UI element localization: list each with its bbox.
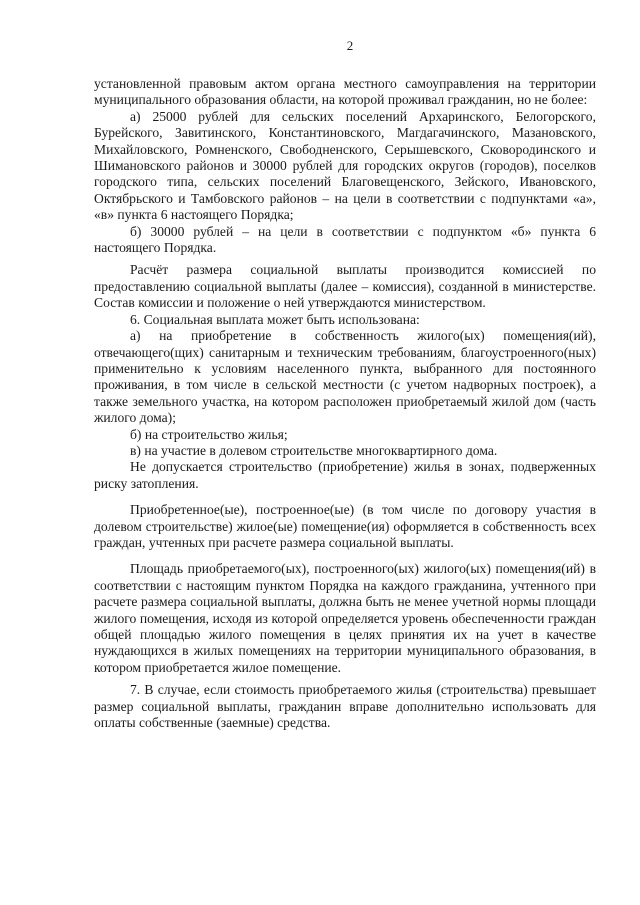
paragraph: Площадь приобретаемого(ых), построенного(ых) жилого(ых) помещения(ий) в соответствии с настоящим пунктом Порядка на каждого гражданина, учтенного при расчете размера социальной выплаты, должна быть не менее учетной нормы площади жилого помещения, исходя из которой определяется уровень обеспеченности граждан общей площадью жилого помещения в целях принятия их на учет в качестве нуждающихся в жилых помещениях на территории муниципального образования, в котором приобретается жилое помещение. <box>94 561 596 675</box>
paragraph: в) на участие в долевом строительстве многоквартирного дома. <box>130 442 498 458</box>
paragraph: Не допускается строительство (приобретение) жилья в зонах, подверженных риску затопления. <box>94 459 596 491</box>
paragraph: а) 25000 рублей для сельских поселений Архаринского, Белогорского, Бурейского, Завитинского, Константиновского, Магдагачинского, Мазановского, Михайловского, Ромненского, Свободненского, Серышевского, Сковородинского и Шимановского районов и 30000 рублей для городских округов (городов), поселков городского типа, сельских поселений Благовещенского, Зейского, Ивановского, Октябрьского и Тамбовского районов – на цели в соответствии с подпунктами «а», «в» пункта 6 настоящего Порядка; <box>94 108 596 223</box>
paragraph: Расчёт размера социальной выплаты производится комиссией по предоставлению социальной выплаты (далее – комиссия), созданной в министерстве. Состав комиссии и положение о ней утверждаются министерством. <box>94 262 596 311</box>
paragraph: б) 30000 рублей – на цели в соответствии с подпунктом «б» пункта 6 настоящего Порядка. <box>94 223 596 256</box>
paragraph: а) на приобретение в собственность жилого(ых) помещения(ий), отвечающего(щих) санитарным и техническим требованиям, благоустроенного(ных) применительно к условиям населенного пункта, выбранного для постоянного проживания, в том числе в сельской местности (с учетом надворных построек), а также земельного участка, на котором расположен приобретаемый жилой дом (часть жилого дома); <box>94 328 596 426</box>
page-number: 2 <box>346 38 354 53</box>
paragraph: 6. Социальная выплата может быть использована: <box>130 311 420 327</box>
paragraph: установленной правовым актом органа местного самоуправления на территории муниципального образования области, на которой проживал гражданин, но не более: <box>94 76 596 108</box>
paragraph: 7. В случае, если стоимость приобретаемого жилья (строительства) превышает размер социальной выплаты, гражданин вправе дополнительно использовать для оплаты собственные (заемные) средства. <box>94 682 596 731</box>
document-body <box>94 76 596 731</box>
paragraph: Приобретенное(ые), построенное(ые) (в том числе по договору участия в долевом строительстве) жилое(ые) помещение(ия) оформляется в собственность всех граждан, учтенных при расчете размера социальной выплаты. <box>94 502 596 550</box>
paragraph: б) на строительство жилья; <box>130 426 288 442</box>
